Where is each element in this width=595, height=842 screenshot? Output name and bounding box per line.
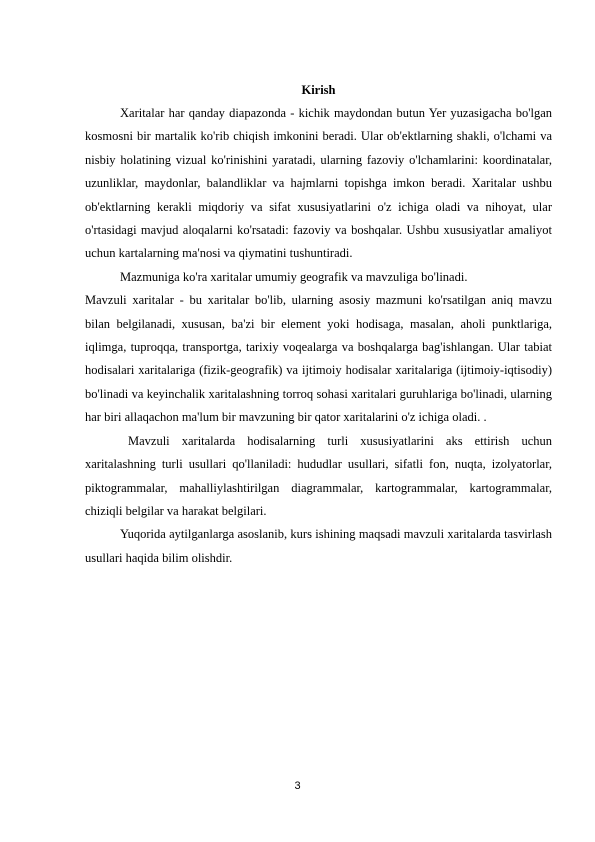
- page-number: 3: [294, 780, 301, 792]
- paragraph-thematic-maps: Mavzuli xaritalar - bu xaritalar bo'lib, ularning asosiy mazmuni ko'rsatilgan aniq mavzu bilan belgilanadi, xususan, ba'zi bir element yoki hodisaga, masalan, aholi punktlariga, iqlimga, tuproqqa, transportga, tarixiy voqealarga va boshqalarga bag'ishlangan. Ular tabiat hodisalari xaritalariga (fizik-geografik) va ijtimoiy hodisalar xaritalariga (ijtimoiy-iqtisodiy) bo'linadi va keyinchalik xaritalashning torroq sohasi xaritalari guruhlariga bo'linadi, ularning har biri allaqachon ma'lum bir mavzuning bir qator xaritalarini o'z ichiga oladi. .: [85, 293, 552, 425]
- paragraph-classification: Mazmuniga ko'ra xaritalar umumiy geografik va mavzuliga bo'linadi.: [120, 269, 468, 284]
- document-title: Kirish: [301, 83, 336, 97]
- paragraph-mapping-methods: Mavzuli xaritalarda hodisalarning turli xususiyatlarini aks ettirish uchun xaritalashning turli usullari qo'llaniladi: hududlar usullari, sifatli fon, nuqta, izolyatorlar, piktogrammalar, mahalliylashtirilgan diagrammalar, kartogrammalar, kartogrammalar, chiziqli belgilar va harakat belgilari.: [85, 433, 552, 518]
- paragraph-intro: Xaritalar har qanday diapazonda - kichik maydondan butun Yer yuzasigacha bo'lgan kosmosni bir martalik ko'rib chiqish imkonini beradi. Ular ob'ektlarning shakli, o'lchami va nisbiy holatining vizual ko'rinishini yaratadi, ularning fazoviy o'lchamlarini: koordinatalar, uzunliklar, maydonlar, balandliklar va hajmlarni topishga imkon beradi. Xaritalar ushbu ob'ektlarning kerakli miqdoriy va sifat xususiyatlarini o'z ichiga oladi va nihoyat, ular o'rtasidagi mavjud aloqalarni ko'rsatadi: fazoviy va boshqalar. Ushbu xususiyatlar amaliyot uchun kartalarning ma'nosi va qiymatini tushuntiradi.: [85, 106, 552, 261]
- document-page: [85, 80, 552, 570]
- paragraph-goal: Yuqorida aytilganlarga asoslanib, kurs ishining maqsadi mavzuli xaritalarda tasvirlash usullari haqida bilim olishdir.: [85, 527, 552, 565]
